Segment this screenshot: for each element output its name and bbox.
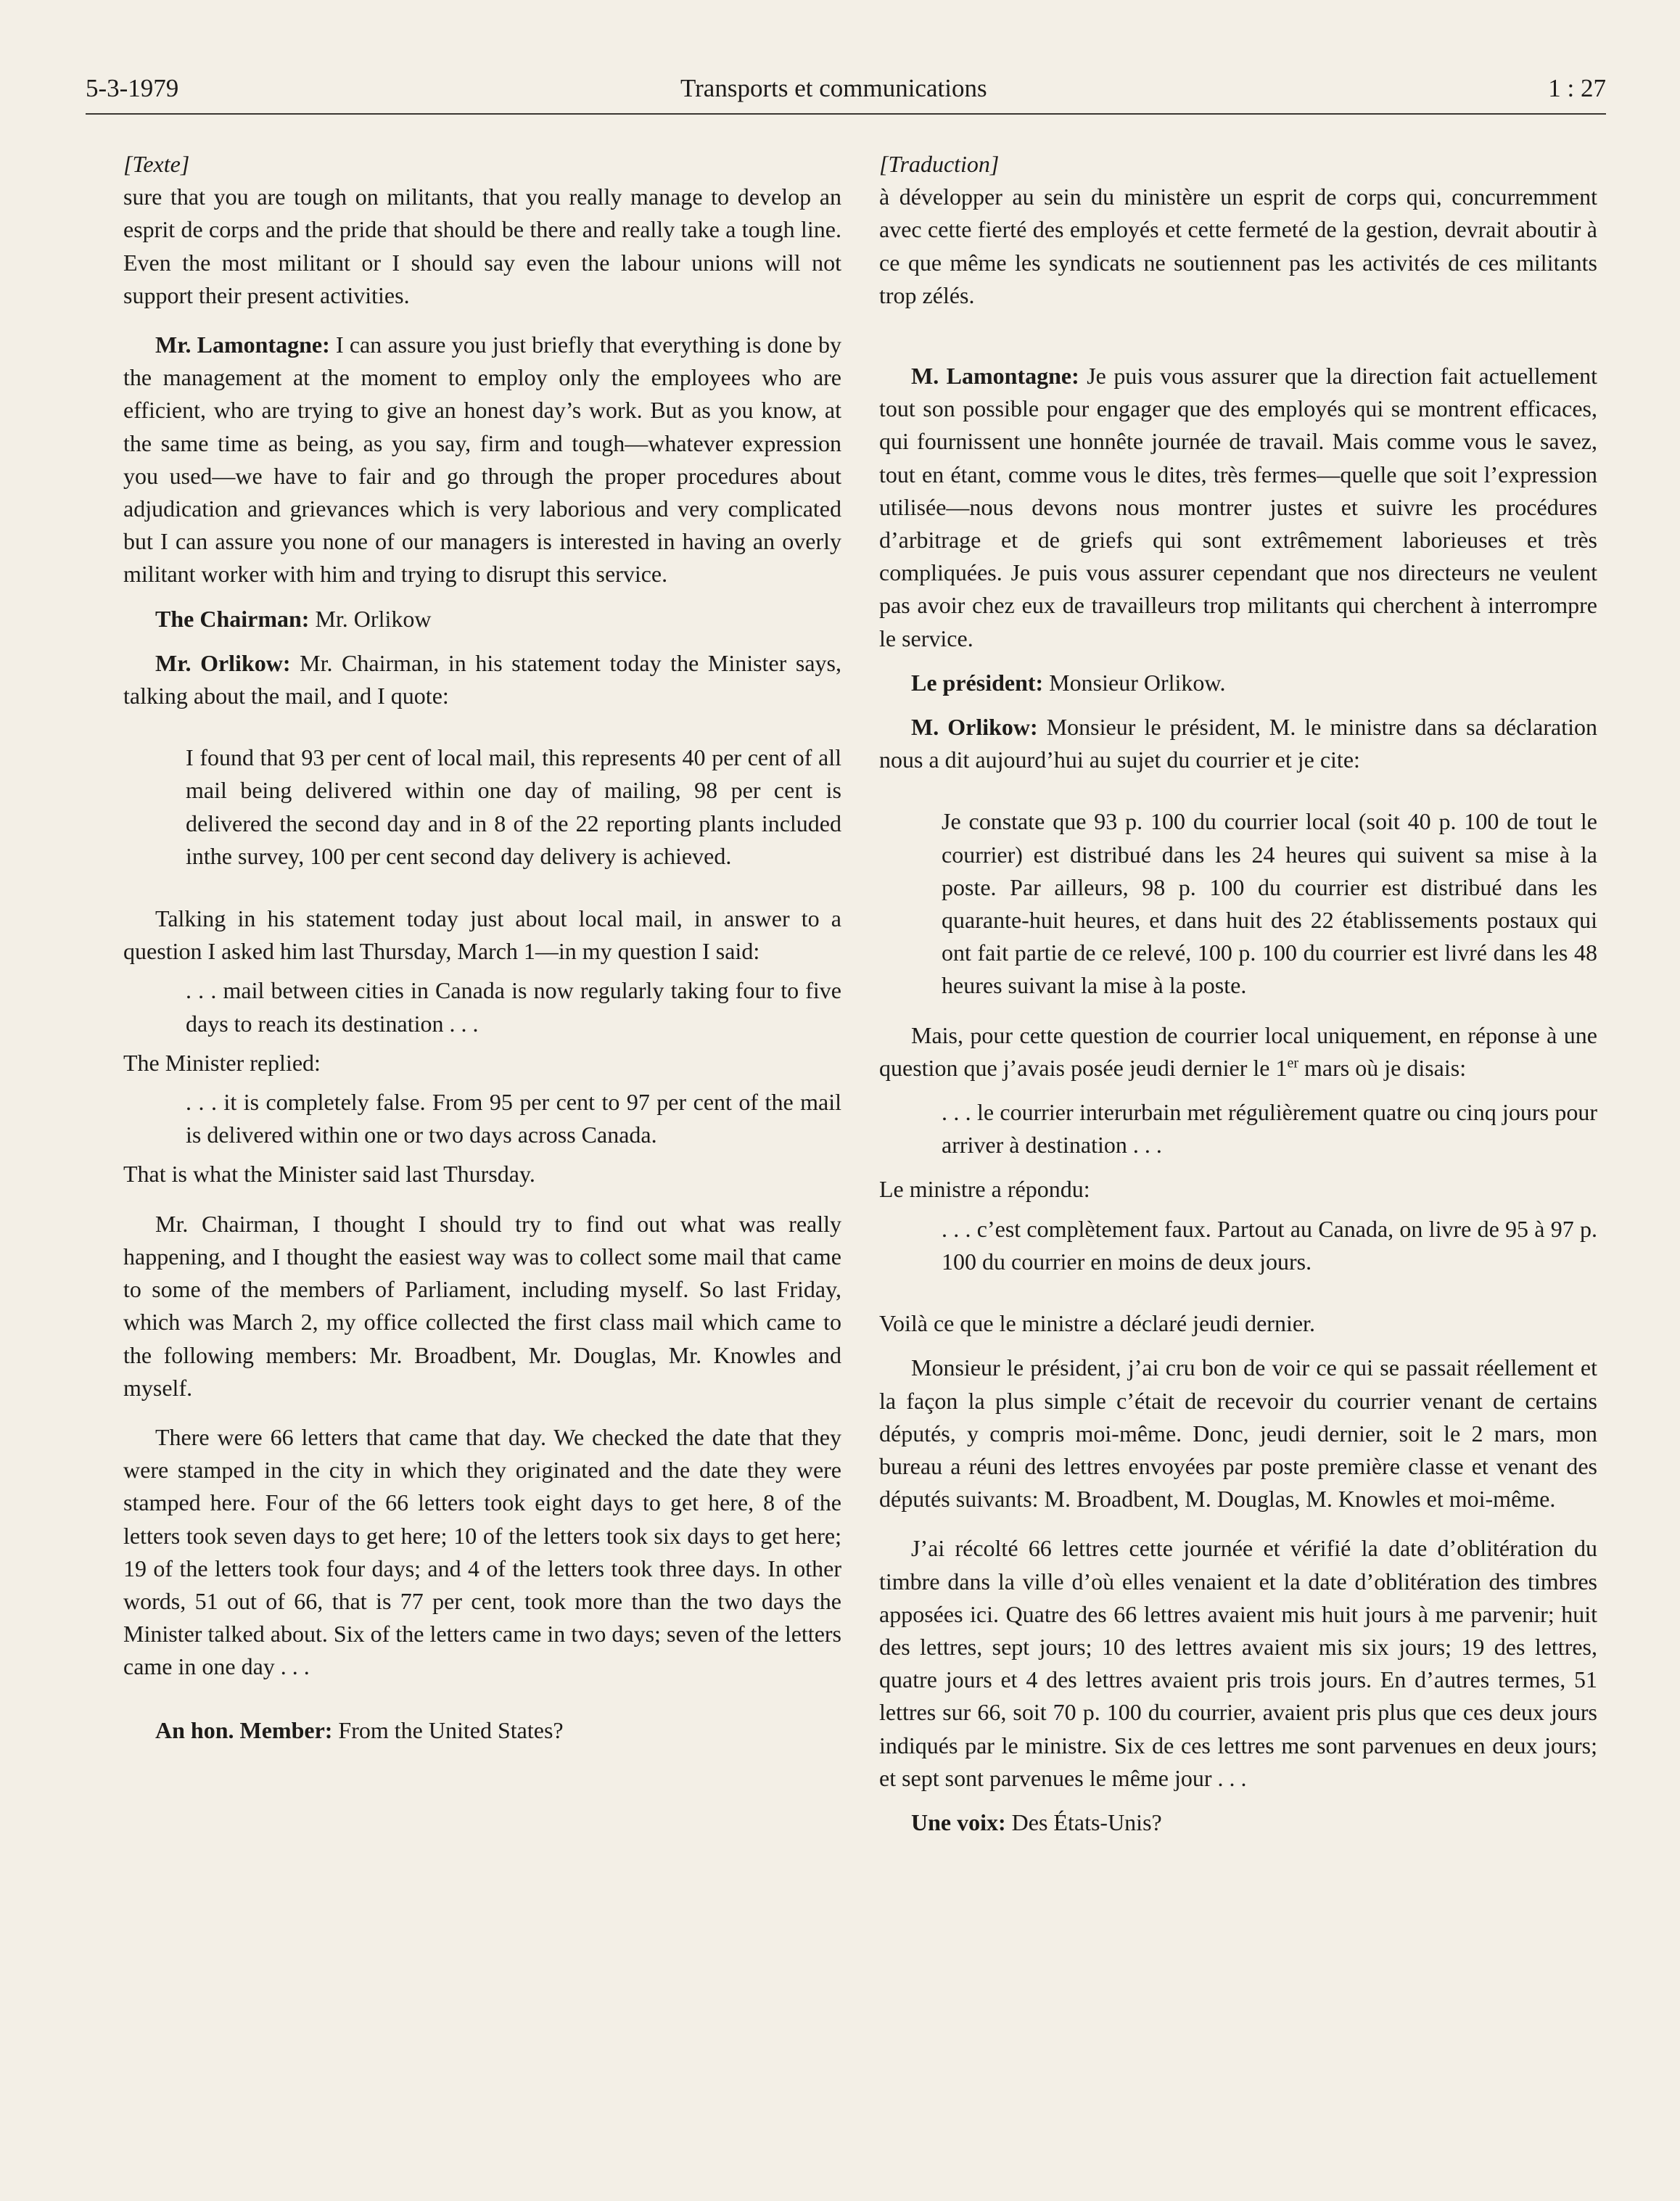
ordinal-superscript: er bbox=[1287, 1055, 1299, 1071]
speaker-name: Une voix: bbox=[911, 1809, 1006, 1835]
paragraph bbox=[123, 329, 841, 591]
paragraph bbox=[879, 360, 1597, 655]
french-column bbox=[879, 148, 1597, 1839]
paragraph: The Minister replied: bbox=[123, 1049, 321, 1076]
language-tag-french: [Traduction] bbox=[879, 151, 1000, 177]
block-quote: . . . c’est complètement faux. Partout au Canada, on livre de 95 à 97 p. 100 du courrier en moins de deux jours. bbox=[942, 1215, 1597, 1275]
paragraph: Mr. Chairman, I thought I should try to find out what was really happening, and I thought the easiest way was to collect some mail that came to some of the members of Parliament, including myself. So last Friday, which was March 2, my office collected the first class mail which came to the following members: Mr. Broadbent, Mr. Douglas, Mr. Knowles and myself. bbox=[123, 1210, 841, 1401]
block-quote: . . . it is completely false. From 95 per cent to 97 per cent of the mail is delivered within one or two days across Canada. bbox=[186, 1089, 841, 1148]
paragraph bbox=[123, 603, 841, 635]
language-tag-english: [Texte] bbox=[123, 151, 190, 177]
speaker-name: Le président: bbox=[911, 669, 1044, 696]
speech-text: Mr. Orlikow bbox=[309, 605, 432, 632]
speech-text: Mr. Chairman, in his statement today the Minister says, talking about the mail, and I quote: bbox=[123, 649, 842, 709]
block-quote: . . . mail between cities in Canada is now regularly taking four to five days to reach its destination . . . bbox=[186, 977, 841, 1037]
speaker-name: The Chairman: bbox=[155, 605, 310, 632]
speech-text: Monsieur le président, M. le ministre dans sa déclaration nous a dit aujourd’hui au sujet du courrier et je cite: bbox=[879, 714, 1598, 773]
speaker-name: Mr. Orlikow: bbox=[155, 649, 291, 676]
paragraph bbox=[123, 1714, 841, 1747]
block-quote: I found that 93 per cent of local mail, this represents 40 per cent of all mail being delivered within one day of mailing, 98 per cent is delivered the second day and in 8 of the 22 reporting plants included inthe survey, 100 per cent second day delivery is achieved. bbox=[186, 744, 841, 869]
english-column bbox=[123, 148, 841, 1747]
paragraph: J’ai récolté 66 lettres cette journée et vérifié la date d’oblitération du timbre dans la ville d’où elles venaient et la date d’oblitération des timbres apposées ici. Quatre des 66 lettres avaient mis huit jours à me parvenir; huit des lettres, sept jours; 10 des lettres avaient mis six jours; 19 des lettres, quatre jours et 4 des lettres avaient pris trois jours. En d’autres termes, 51 lettres sur 66, soit 70 p. 100 du courrier, avaient pris plus que ces deux jours indiqués par le ministre. Six de ces lettres me sont parvenues en deux jours; et sept sont parvenues le même jour . . . bbox=[879, 1535, 1597, 1791]
speech-text: Je puis vous assurer que la direction fait actuellement tout son possible pour engager que des employés qui se montrent efficaces, qui fournissent une honnête journée de travail. Mais comme vous le savez, tout en étant, comme vous le dites, très fermes—quelle que soit l’expression utilisée—nous devons nous montrer justes et suivre les procédures d’arbitrage et de griefs qui sont extrêmement laborieuses et très compliquées. Je puis vous assurer cependant que nos directeurs ne veulent pas avoir chez eux de travailleurs trop militants qui cherchent à interrompre le service. bbox=[879, 363, 1598, 651]
speaker-name: M. Lamontagne: bbox=[911, 363, 1079, 390]
paragraph bbox=[879, 667, 1597, 699]
paragraph: Le ministre a répondu: bbox=[879, 1176, 1090, 1203]
paragraph: Monsieur le président, j’ai cru bon de voir ce qui se passait réellement et la façon la plus simple c’était de recevoir du courrier venant de certains députés, y compris moi-même. Donc, jeudi dernier, soit le 2 mars, mon bureau a réuni des lettres envoyées par poste première classe et venant des députés suivants: M. Broadbent, M. Douglas, M. Knowles et moi-même. bbox=[879, 1354, 1597, 1513]
paragraph bbox=[879, 711, 1597, 776]
header-page-number: 1 : 27 bbox=[1548, 74, 1606, 102]
paragraph bbox=[879, 1806, 1597, 1839]
speaker-name: Mr. Lamontagne: bbox=[155, 332, 330, 358]
paragraph: Voilà ce que le ministre a déclaré jeudi dernier. bbox=[879, 1310, 1315, 1337]
speech-text: Monsieur Orlikow. bbox=[1043, 669, 1226, 696]
paragraph: à développer au sein du ministère un esprit de corps qui, concurremment avec cette fierté des employés et cette fermeté de la gestion, devrait aboutir à ce que même les syndicats ne soutiennent pas les activités de ces militants trop zélés. bbox=[879, 184, 1597, 308]
speech-text: Des États-Unis? bbox=[1005, 1809, 1162, 1835]
speaker-name: M. Orlikow: bbox=[911, 714, 1038, 741]
paragraph: That is what the Minister said last Thursday. bbox=[123, 1161, 535, 1188]
paragraph-text: mars où je disais: bbox=[1298, 1054, 1467, 1081]
paragraph-text: Mais, pour cette question de courrier local uniquement, en réponse à une question que j’avais posée jeudi dernier le 1 bbox=[879, 1021, 1597, 1081]
page-header bbox=[86, 62, 1606, 115]
speech-text: From the United States? bbox=[332, 1716, 564, 1743]
speaker-name: An hon. Member: bbox=[155, 1716, 333, 1743]
paragraph: Talking in his statement today just about local mail, in answer to a question I asked him last Thursday, March 1—in my question I said: bbox=[123, 905, 841, 965]
header-date: 5-3-1979 bbox=[86, 74, 179, 102]
speech-text: I can assure you just briefly that everything is done by the management at the moment to employ only the employees who are efficient, who are trying to give an honest day’s work. But as you know, at the same time as being, as you say, firm and tough—whatever expression you used—we have to fair and go through the proper procedures about adjudication and grievances which is very laborious and very complicated but I can assure you none of our managers is interested in having an overly militant worker with him and trying to disrupt this service. bbox=[123, 332, 842, 588]
paragraph: sure that you are tough on militants, that you really manage to develop an esprit de corps and the pride that should be there and really take a tough line. Even the most militant or I should say even the labour unions will not support their present activities. bbox=[123, 184, 841, 308]
block-quote: Je constate que 93 p. 100 du courrier local (soit 40 p. 100 de tout le courrier) est distribué dans les 24 heures qui suivent sa mise à la poste. Par ailleurs, 98 p. 100 du courrier est distribué dans les quarante-huit heures, et dans huit des 22 établissements postaux qui ont fait partie de ce relevé, 100 p. 100 du courrier est livré dans les 48 heures suivant la mise à la poste. bbox=[942, 808, 1597, 999]
block-quote: . . . le courrier interurbain met régulièrement quatre ou cinq jours pour arriver à destination . . . bbox=[942, 1099, 1597, 1159]
paragraph bbox=[123, 647, 841, 712]
paragraph: There were 66 letters that came that day. We checked the date that they were stamped in the city in which they originated and the date they were stamped here. Four of the 66 letters took eight days to get here, 8 of the letters took seven days to get here; 10 of the letters took six days to get here; 19 of the letters took four days; and 4 of the letters took three days. In other words, 51 out of 66, that is 77 per cent, took more than the two days the Minister talked about. Six of the letters came in two days; seven of the letters came in one day . . . bbox=[123, 1423, 841, 1680]
paragraph bbox=[879, 1019, 1597, 1085]
header-title: Transports et communications bbox=[680, 74, 987, 102]
